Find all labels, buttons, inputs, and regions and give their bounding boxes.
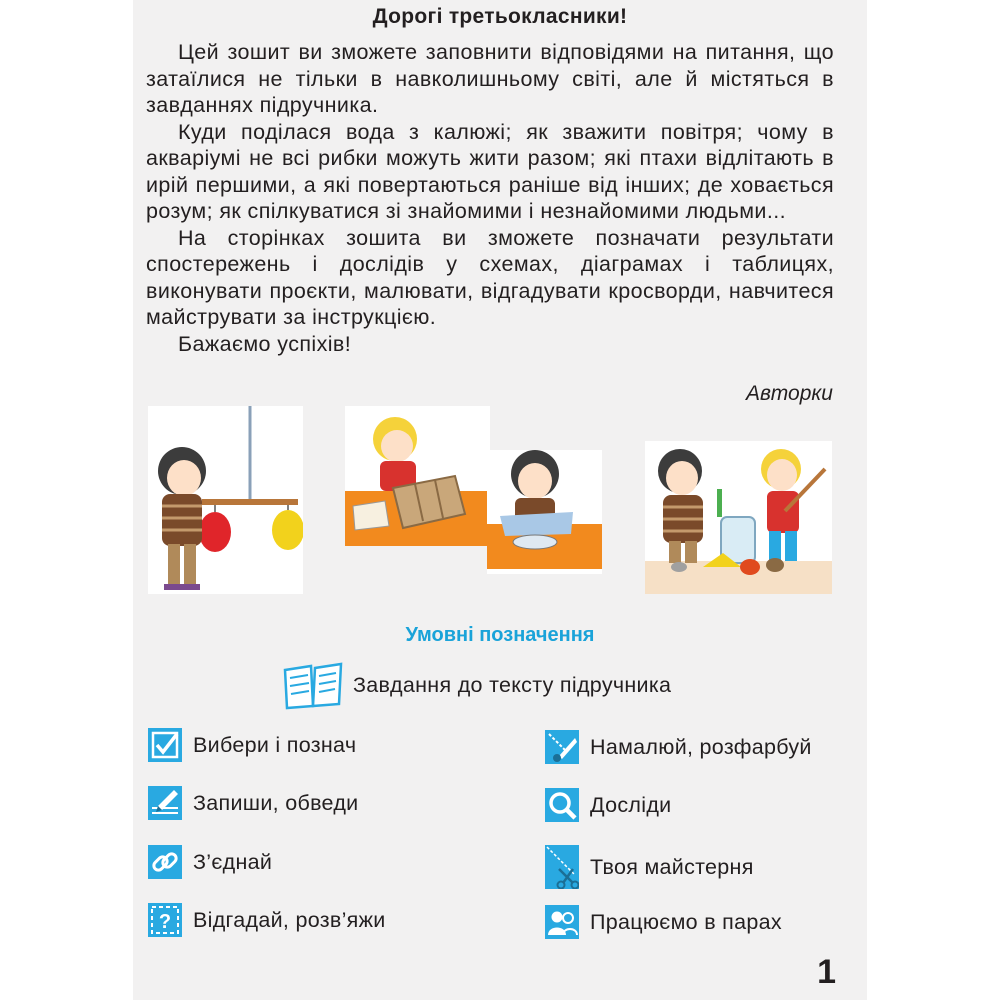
page-title: Дорогі третьокласники!: [372, 5, 628, 28]
workbook-page: [133, 0, 867, 1000]
legend-label: Твоя майстерня: [590, 854, 754, 879]
illustration-jar-experiment: [645, 441, 832, 594]
legend-item-connect: [148, 845, 272, 879]
legend-item-workshop: [545, 845, 754, 889]
link-icon: [148, 845, 182, 879]
illustration-balloon-scale: [148, 406, 303, 594]
scissors-icon: [545, 845, 579, 889]
legend-item-solve: [148, 903, 386, 937]
magnifier-icon: [545, 788, 579, 822]
legend-item-write: [148, 786, 359, 820]
pen-write-icon: [148, 786, 182, 820]
legend-label: Працюємо в парах: [590, 909, 782, 934]
question-icon: [148, 903, 182, 937]
paragraph: Цей зошит ви зможете заповнити відповідями на питання, що затаїлися не тільки в навколишньому світі, але й містяться в завданнях підручника.: [146, 40, 834, 117]
paragraph: На сторінках зошита ви зможете позначати результати спостережень і дослідів у схемах, діаграмах і таблицях, виконувати проєкти, малювати, відгадувати кросворди, навчитеся майструвати за інструкцією.: [146, 225, 834, 329]
legend-label: Вибери і познач: [193, 732, 357, 757]
illustration-crafting: [345, 406, 602, 574]
legend-item-draw: [545, 730, 812, 764]
paragraph: Бажаємо успіхів!: [178, 331, 352, 356]
intro-text: [146, 39, 834, 357]
legend-label: Намалюй, розфарбуй: [590, 734, 812, 759]
legend-label: З’єднай: [193, 849, 273, 874]
legend-label: Завдання до тексту підручника: [353, 672, 672, 697]
signature: Авторки: [746, 382, 833, 405]
checkbox-icon: [148, 728, 182, 762]
legend-label: Запиши, обведи: [193, 790, 359, 815]
legend-label: Відгадай, розв’яжи: [193, 907, 386, 932]
legend-label: Досліди: [590, 792, 672, 817]
legend-title: Умовні позначення: [405, 624, 595, 646]
paragraph: Куди поділася вода з калюжі; як зважити повітря; чому в акваріумі не всі рибки можуть жити разом; які птахи відлітають в ирій першими, а які повертаються раніше від інших; де ховається розум; як спілкуватися зі знайомими і незнайомими людьми...: [146, 119, 834, 223]
legend-item-explore: [545, 788, 672, 822]
pair-icon: [545, 905, 579, 939]
svg-text:?: ?: [158, 911, 172, 933]
legend-item-pairs: [545, 905, 782, 939]
legend-item-textbook: [281, 660, 671, 710]
legend-item-choose: [148, 728, 356, 762]
brush-icon: [545, 730, 579, 764]
open-book-icon: [281, 660, 345, 710]
page-number: 1: [817, 953, 836, 991]
